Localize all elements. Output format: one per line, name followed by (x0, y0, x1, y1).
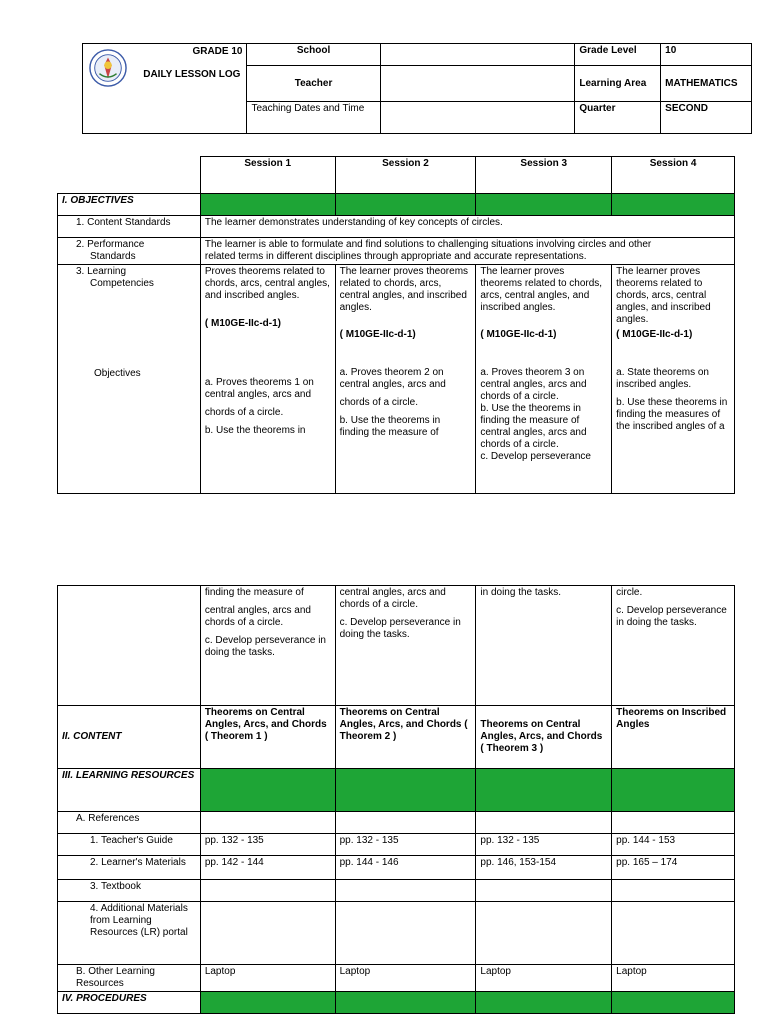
session-1-code: ( M10GE-IIc-d-1) (204, 318, 281, 329)
textbook-cell-2 (335, 880, 476, 902)
session-4-content-topic: Theorems on Inscribed Angles (612, 706, 735, 769)
content-standards-text: The learner demonstrates understanding of key concepts of circles. (200, 216, 734, 238)
session-4-header: Session 4 (612, 157, 735, 194)
session-1-continued (200, 586, 335, 706)
session-1-objective-b: b. Use the theorems in (204, 425, 306, 436)
objectives-table (57, 156, 735, 494)
session-2-teachers-guide: pp. 132 - 135 (335, 834, 476, 856)
session-4-competency: The learner proves theorems related to chords, arcs, central angles, and inscribed angles. (616, 266, 711, 325)
session-2-cont-line-2: c. Develop perseverance in doing the tasks. (339, 617, 461, 640)
session-1-competency: Proves theorems related to chords, arcs, central angles, and inscribed angles. (204, 266, 330, 301)
teacher-value (380, 66, 575, 102)
continued-label-cell (58, 586, 201, 706)
performance-label-line-1: 2. Performance (76, 239, 145, 250)
session-2-competency: The learner proves theorems related to chords, arcs, central angles, and inscribed angles. (339, 266, 469, 313)
session-2-header: Session 2 (335, 157, 476, 194)
quarter-value: SECOND (661, 102, 752, 134)
textbook-label: 3. Textbook (58, 880, 201, 902)
session-1-objective-a: a. Proves theorems 1 on central angles, arcs and (204, 377, 314, 400)
session-1-cont-line-2: central angles, arcs and chords of a circle. (204, 605, 311, 628)
teacher-label: Teacher (247, 66, 380, 102)
session-3-objectives (476, 265, 612, 494)
session-1-cont-line-1: finding the measure of (204, 587, 304, 598)
session-3-code: ( M10GE-IIc-d-1) (480, 329, 557, 340)
performance-label-line-2: Standards (90, 251, 136, 262)
procedures-heading: IV. PROCEDURES (58, 992, 201, 1014)
procedures-fill-3 (476, 992, 612, 1014)
objectives-label: Objectives (94, 368, 141, 379)
learning-area-label: Learning Area (575, 66, 661, 102)
session-4-code: ( M10GE-IIc-d-1) (616, 329, 693, 340)
competencies-label-line-2: Competencies (90, 278, 154, 289)
textbook-cell-4 (612, 880, 735, 902)
teaching-dates-value (380, 102, 575, 134)
references-cell-1 (200, 812, 335, 834)
content-resources-table (57, 585, 735, 1014)
other-resources-label: B. Other Learning Resources (58, 965, 201, 992)
teachers-guide-label: 1. Teacher's Guide (58, 834, 201, 856)
performance-text-line-1: The learner is able to formulate and find solutions to challenging situations involving circles and other (204, 239, 652, 250)
session-1-header: Session 1 (200, 157, 335, 194)
session-2-continued (335, 586, 476, 706)
session-2-cont-line-1: central angles, arcs and chords of a circle. (339, 587, 446, 610)
textbook-cell-1 (200, 880, 335, 902)
references-label: A. References (58, 812, 201, 834)
session-4-learners-materials: pp. 165 – 174 (612, 856, 735, 880)
header-table (82, 43, 752, 134)
header-title-cell (83, 44, 247, 134)
objectives-fill-4 (612, 194, 735, 216)
textbook-cell-3 (476, 880, 612, 902)
session-2-other-resource: Laptop (335, 965, 476, 992)
session-3-objective-a: a. Proves theorem 3 on central angles, arcs and chords of a circle. (480, 367, 587, 402)
additional-cell-3 (476, 902, 612, 965)
competencies-label-cell (58, 265, 201, 494)
grade-level-value: 10 (661, 44, 752, 66)
resources-fill-3 (476, 769, 612, 812)
references-cell-2 (335, 812, 476, 834)
objectives-fill-2 (335, 194, 476, 216)
learners-materials-label: 2. Learner's Materials (58, 856, 201, 880)
session-3-learners-materials: pp. 146, 153-154 (476, 856, 612, 880)
additional-cell-4 (612, 902, 735, 965)
session-4-continued (612, 586, 735, 706)
session-1-objective-a-cont: chords of a circle. (204, 407, 284, 418)
additional-materials-label: 4. Additional Materials from Learning Resources (LR) portal (58, 902, 201, 965)
session-3-content-topic: Theorems on Central Angles, Arcs, and Chords ( Theorem 3 ) (476, 706, 612, 769)
session-4-objective-a: a. State theorems on inscribed angles. (616, 367, 709, 390)
competencies-label-line-1: 3. Learning (76, 266, 127, 277)
session-2-objective-b: b. Use the theorems in finding the measure of (339, 415, 441, 438)
performance-standards-label (58, 238, 201, 265)
additional-cell-2 (335, 902, 476, 965)
session-1-cont-line-3: c. Develop perseverance in doing the tasks. (204, 635, 326, 658)
session-1-objectives (200, 265, 335, 494)
resources-fill-2 (335, 769, 476, 812)
references-cell-4 (612, 812, 735, 834)
session-4-objective-b: b. Use these theorems in finding the measures of the inscribed angles of a (616, 397, 728, 432)
additional-cell-1 (200, 902, 335, 965)
session-3-header: Session 3 (476, 157, 612, 194)
session-3-other-resource: Laptop (476, 965, 612, 992)
objectives-fill-1 (200, 194, 335, 216)
procedures-fill-2 (335, 992, 476, 1014)
session-3-competency: The learner proves theorems related to chords, arcs, central angles, and inscribed angles. (480, 266, 603, 313)
session-3-objective-c: c. Develop perseverance (480, 451, 591, 462)
session-4-cont-line-1: circle. (616, 587, 643, 598)
objectives-heading: I. OBJECTIVES (58, 194, 201, 216)
session-2-code: ( M10GE-IIc-d-1) (339, 329, 416, 340)
resources-fill-4 (612, 769, 735, 812)
session-3-objective-b: b. Use the theorems in finding the measure of central angles, arcs and chords of a circle. (480, 403, 587, 450)
session-4-teachers-guide: pp. 144 - 153 (612, 834, 735, 856)
procedures-fill-1 (200, 992, 335, 1014)
corner-cell (58, 157, 201, 194)
session-3-continued (476, 586, 612, 706)
session-2-objectives (335, 265, 476, 494)
references-cell-3 (476, 812, 612, 834)
learning-resources-heading: III. LEARNING RESOURCES (58, 769, 201, 812)
learning-area-value: MATHEMATICS (661, 66, 752, 102)
quarter-label: Quarter (575, 102, 661, 134)
teaching-dates-label: Teaching Dates and Time (247, 102, 380, 134)
content-standards-label: 1. Content Standards (58, 216, 201, 238)
content-heading: II. CONTENT (58, 706, 201, 769)
session-4-cont-line-2: c. Develop perseverance in doing the tasks. (616, 605, 727, 628)
session-4-other-resource: Laptop (612, 965, 735, 992)
session-2-content-topic: Theorems on Central Angles, Arcs, and Chords ( Theorem 2 ) (335, 706, 476, 769)
session-2-learners-materials: pp. 144 - 146 (335, 856, 476, 880)
session-3-teachers-guide: pp. 132 - 135 (476, 834, 612, 856)
session-1-teachers-guide: pp. 132 - 135 (200, 834, 335, 856)
session-3-cont-line-1: in doing the tasks. (480, 587, 561, 598)
grade-label: GRADE 10 (192, 46, 243, 57)
procedures-fill-4 (612, 992, 735, 1014)
school-label: School (247, 44, 380, 66)
objectives-fill-3 (476, 194, 612, 216)
daily-lesson-log-title: DAILY LESSON LOG (143, 69, 241, 80)
session-1-learners-materials: pp. 142 - 144 (200, 856, 335, 880)
performance-text-line-2: related terms in different disciplines through appropriate and accurate representations. (204, 251, 587, 262)
session-4-objectives (612, 265, 735, 494)
session-1-other-resource: Laptop (200, 965, 335, 992)
resources-fill-1 (200, 769, 335, 812)
school-value (380, 44, 575, 66)
grade-level-label: Grade Level (575, 44, 661, 66)
performance-standards-text (200, 238, 734, 265)
session-2-objective-a-cont: chords of a circle. (339, 397, 418, 408)
session-1-content-topic: Theorems on Central Angles, Arcs, and Chords ( Theorem 1 ) (200, 706, 335, 769)
session-2-objective-a: a. Proves theorem 2 on central angles, arcs and (339, 367, 446, 390)
